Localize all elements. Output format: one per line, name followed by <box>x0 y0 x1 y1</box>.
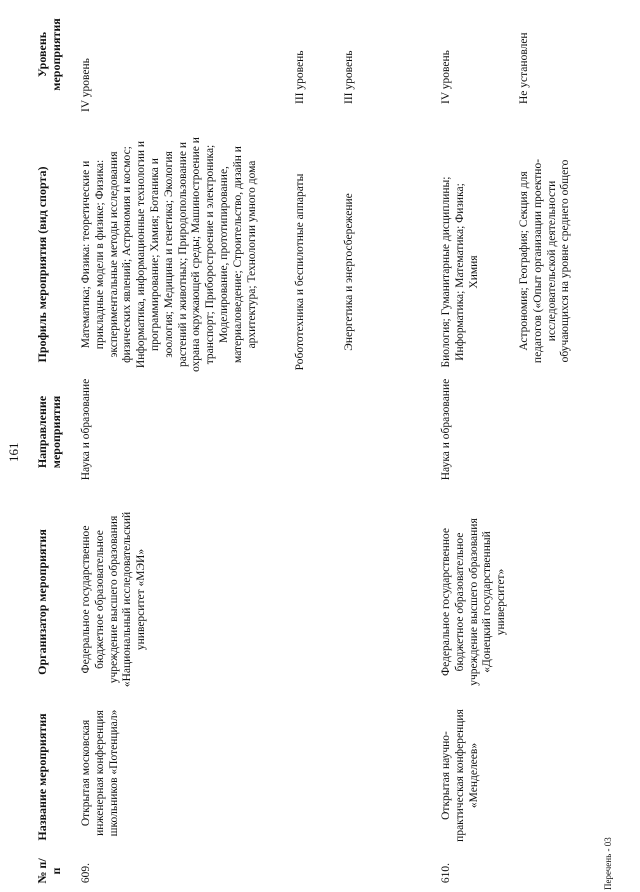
header-name: Название мероприятия <box>35 713 49 841</box>
row-610-num: 610. <box>440 862 452 884</box>
row-610-name: Открытая научно-практическая конференция «Менделеев» <box>440 709 480 842</box>
row-609-profile-2: Робототехника и беспилотные аппараты <box>294 173 306 371</box>
footer-label: Перечень - 03 <box>603 837 613 890</box>
row-609-profile-3: Энергетика и энергосбережение <box>343 193 355 351</box>
row-610-level-2: Не установлен <box>518 32 530 104</box>
row-610-profile-2: Астрономия; География; Секция для педагогов («Опыт организации проектно-исследовательской деятельности обучающихся на уровне среднего общего <box>518 158 572 364</box>
row-610-organizer: Федеральное государственное бюджетное образовательное учреждение высшего образования «Донецкий государственный университет» <box>440 518 508 686</box>
page-number: 161 <box>6 442 21 462</box>
row-609-level-2: III уровень <box>294 50 306 104</box>
row-609-profile-1: Математика; Физика: теоретические и прикладные модели в физике; Физика: экспериментальные методы исследования физических явлений; Астрономия и космос; Информатика, информационные технологии и программирование; Химия; Ботаника и зоология; Медицина и генетика; Экология растений и животных; Природопользование и охрана окружающей среды; Машиностроение и транспорт; Приборостроение и электроника; Моделирование, прототипирование, материаловедение; Строительство, дизайн и архитектура; Технологии умного дома <box>80 137 258 372</box>
row-609-direction: Наука и образование <box>80 378 92 481</box>
row-609-name: Открытая московская инженерная конференция школьников «Потенциал» <box>80 709 120 837</box>
header-profile: Профиль мероприятия (вид спорта) <box>35 166 49 363</box>
row-609-level-3: III уровень <box>343 50 355 104</box>
header-num: № п/п <box>35 858 63 884</box>
row-610-profile-1: Биология; Гуманитарные дисциплины; Информатика; Математика; Физика; Химия <box>440 176 480 368</box>
row-609-num: 609. <box>80 862 92 884</box>
row-610-direction: Наука и образование <box>440 378 452 481</box>
header-direction: Направление мероприятия <box>35 395 63 469</box>
row-609-organizer: Федеральное государственное бюджетное образовательное учреждение высшего образования «Национальный исследовательский университет «МЭИ» <box>80 511 148 688</box>
header-organizer: Организатор мероприятия <box>35 529 49 675</box>
row-610-level-1: IV уровень <box>440 50 452 104</box>
row-609-level-1: IV уровень <box>80 58 92 112</box>
header-level: Уровень мероприятия <box>35 18 63 91</box>
